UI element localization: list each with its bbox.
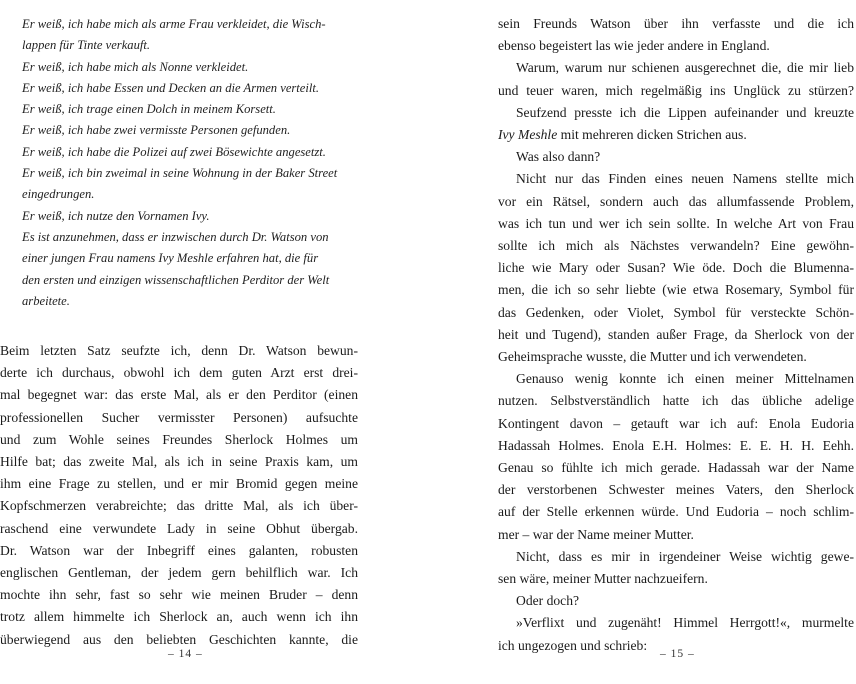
italic-line: Er weiß, ich habe mich als Nonne verkleidet. — [22, 59, 249, 74]
text-line: raschend eine verwundete Lady in seine Obhut übergab. — [0, 520, 358, 536]
text-line: und zum Wohle seines Freundes Sherlock Holmes um — [0, 431, 358, 447]
text-line: derte ich durchaus, obwohl ich dem guten Arzt erst drei- — [0, 365, 358, 381]
left-body-paragraph — [0, 340, 358, 651]
right-page — [428, 0, 856, 684]
italic-name: Ivy Meshle — [498, 127, 558, 143]
text-line: vor ein Rätsel, sondern auch das allumfassende Problem, — [498, 193, 854, 209]
italic-line: Er weiß, ich nutze den Vornamen Ivy. — [22, 208, 210, 223]
italic-line: Er weiß, ich habe Essen und Decken an die Armen verteilt. — [22, 80, 320, 95]
text-line: Kontingent davon – getauft war ich auf: Enola Eudoria — [498, 415, 854, 431]
text-line: nutzen. Selbstverständlich hatte ich das übliche adelige — [498, 393, 854, 409]
text-line: und teuer waren, mich regelmäßig ins Unglück zu stürzen? — [498, 82, 854, 98]
text-line: men, die ich so sehr liebte (wie etwa Rosemary, Symbol für — [498, 282, 854, 298]
text-line: Nicht, dass es mir in irgendeiner Weise wichtig gewe- — [516, 548, 854, 564]
text-line: heit und Tugend), standen außer Frage, da Sherlock von der — [498, 326, 854, 342]
italic-line: einer jungen Frau namens Ivy Meshle erfahren hat, die für — [22, 251, 319, 266]
italic-line: Er weiß, ich habe die Polizei auf zwei Bösewichte angesetzt. — [22, 144, 326, 159]
text-line: Was also dann? — [516, 149, 601, 165]
text-line: Hilfe bat; das zweite Mal, als ich in seine Praxis kam, um — [0, 454, 358, 470]
text-line: trotz allem himmelte ich Sherlock an, auch wenn ich ihn — [0, 609, 358, 625]
text-line: Beim letzten Satz seufzte ich, denn Dr. Watson bewun- — [0, 343, 358, 358]
text-line: Hadassah Holmes. Enola E.H. Holmes: E. E. H. H. Eehh. — [498, 437, 854, 453]
italic-line: lappen für Tinte verkauft. — [22, 38, 151, 53]
text-line: mer – war der Name meiner Mutter. — [498, 526, 694, 542]
text-line-mixed — [498, 124, 854, 146]
text-line: Dr. Watson war der Inbegriff eines galanten, robusten — [0, 542, 358, 558]
text-line: ihm eine Frage zu stellen, und er mir Bromid gegen meine — [0, 476, 358, 492]
text-line: ebenso begeistert las wie jeder andere in England. — [498, 38, 770, 54]
text-line: was ich tun und wer ich sein sollte. In welche Art von Frau — [498, 215, 854, 231]
italic-line: Er weiß, ich habe zwei vermisste Personen gefunden. — [22, 123, 291, 138]
text-line: der verstorbenen Schwester meines Vaters, den Sherlock — [498, 482, 854, 498]
text-line: englischen Gentleman, der jedem gern behilflich war. Ich — [0, 565, 358, 581]
page-number-right: – 15 – — [660, 648, 695, 660]
text-line: überwiegend aus den beliebten Geschichten kannte, die — [0, 631, 358, 647]
italic-line: eingedrungen. — [22, 187, 95, 202]
italic-line: arbeitete. — [22, 293, 70, 308]
text-line: professionellen Sucher vermisster Personen) aufsuchte — [0, 409, 358, 425]
text-fragment: mit mehreren dicken Strichen aus. — [557, 127, 747, 143]
text-line: Genauso wenig konnte ich einen meiner Mittelnamen — [516, 371, 854, 387]
text-line: Nicht nur das Finden eines neuen Namens stellte mich — [516, 171, 854, 187]
text-line: Genau so fühlte ich mich gerade. Hadassah war der Name — [498, 460, 854, 476]
text-line: Geheimsprache wusste, die Mutter und ich verwendeten. — [498, 349, 807, 365]
text-line: mal begegnet war: das erste Mal, als er den Perditor (einen — [0, 387, 358, 403]
text-line: mochte ihn sehr, fast so sehr wie meinen Bruder – denn — [0, 587, 358, 603]
text-line: Warum, warum nur schienen ausgerechnet die, die mir lieb — [516, 60, 854, 76]
italic-line: Er weiß, ich bin zweimal in seine Wohnung in der Baker Street — [22, 166, 338, 181]
text-line: »Verflixt und zugenäht! Himmel Herrgott!«, murmelte — [516, 615, 854, 631]
text-line: sen wäre, meiner Mutter nachzueifern. — [498, 571, 708, 587]
italic-line: Er weiß, ich habe mich als arme Frau verkleidet, die Wisch- — [22, 17, 326, 31]
text-line: ich ungezogen und schrieb: — [498, 637, 648, 653]
text-line: sein Freunds Watson über ihn verfasste und die ich — [498, 16, 854, 31]
text-line: Kopfschmerzen verabreichte; das dritte Mal, als ich über- — [0, 498, 358, 514]
text-line: auf der Stelle erkennen würde. Und Eudoria – noch schlim- — [498, 504, 854, 520]
page-number-left: – 14 – — [168, 648, 203, 660]
text-line: das Gedenken, oder Violet, Symbol für versteckte Schön- — [498, 304, 854, 320]
italic-line: den ersten und einzigen wissenschaftlichen Perditor der Welt — [22, 272, 330, 287]
text-line: Oder doch? — [516, 593, 580, 609]
right-body-text — [498, 13, 854, 657]
text-line: sollte ich mich als Nächstes verwandeln? Eine gewöhn- — [498, 238, 854, 254]
text-line: liche wie Mary oder Susan? Wie öde. Doch die Blumenna- — [498, 260, 854, 276]
italic-list-block — [22, 14, 358, 312]
text-line: Seufzend presste ich die Lippen aufeinander und kreuzte — [516, 104, 854, 120]
italic-line: Er weiß, ich trage einen Dolch in meinem Korsett. — [22, 102, 276, 117]
italic-line: Es ist anzunehmen, dass er inzwischen durch Dr. Watson von — [22, 229, 329, 244]
